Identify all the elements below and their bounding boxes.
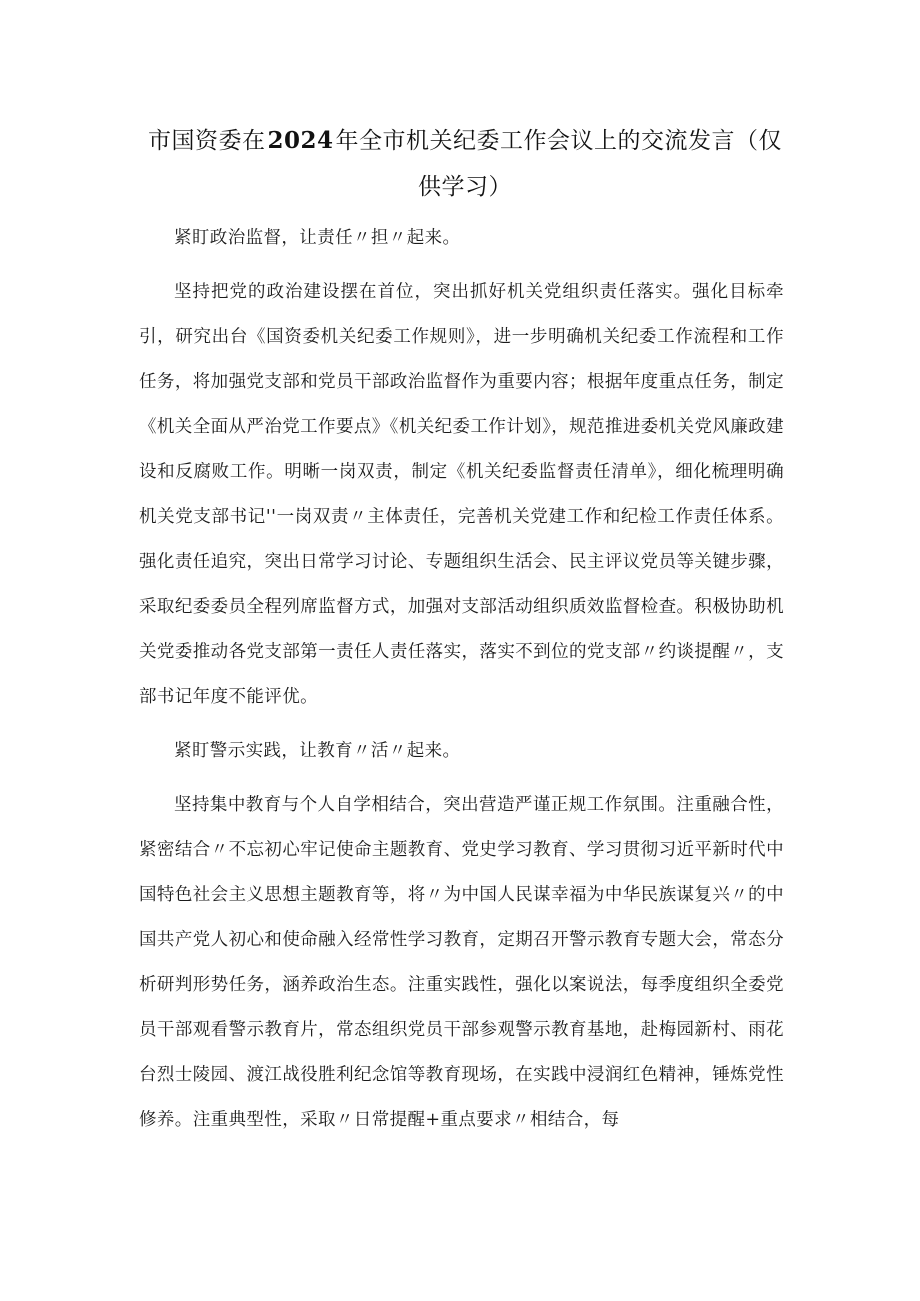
section-heading-1: 紧盯政治监督，让责任〃担〃起来。 bbox=[174, 228, 461, 248]
document-title bbox=[140, 118, 790, 210]
spacer bbox=[139, 720, 784, 729]
title-year: 2024 bbox=[267, 127, 334, 154]
title-part-2: 年全市机关纪委工作会议上的交流发言（仅供学习） bbox=[335, 128, 782, 200]
section-paragraph-1: 坚持把党的政治建设摆在首位，突出抓好机关党组织责任落实。强化目标牵引，研究出台《国资委机关纪委工作规则》，进一步明确机关纪委工作流程和工作任务，将加强党支部和党员干部政治监督作为重要内容；根据年度重点任务，制定《机关全面从严治党工作要点》《机关纪委工作计划》，规范推进委机关党风廉政建设和反腐败工作。明晰一岗双责，制定《机关纪委监督责任清单》，细化梳理明确机关党支部书记''一岗双责〃主体责任，完善机关党建工作和纪检工作责任体系。强化责任追究，突出日常学习讨论、专题组织生活会、民主评议党员等关键步骤，采取纪委委员全程列席监督方式，加强对支部活动组织质效监督检查。积极协助机关党委推动各党支部第一责任人责任落实，落实不到位的党支部〃约谈提醒〃，支部书记年度不能评优。 bbox=[139, 282, 784, 707]
spacer bbox=[139, 261, 784, 270]
title-part-1: 市国资委在 bbox=[147, 128, 266, 154]
spacer bbox=[139, 774, 784, 783]
section-heading-2: 紧盯警示实践，让教育〃活〃起来。 bbox=[174, 741, 461, 761]
section-paragraph-2: 坚持集中教育与个人自学相结合，突出营造严谨正规工作氛围。注重融合性，紧密结合〃不忘初心牢记使命主题教育、党史学习教育、学习贯彻习近平新时代中国特色社会主义思想主题教育等，将〃为中国人民谋幸福为中华民族谋复兴〃的中国共产党人初心和使命融入经常性学习教育，定期召开警示教育专题大会，常态分析研判形势任务，涵养政治生态。注重实践性，强化以案说法，每季度组织全委党员干部观看警示教育片，常态组织党员干部参观警示教育基地，赴梅园新村、雨花台烈士陵园、渡江战役胜利纪念馆等教育现场，在实践中浸润红色精神，锤炼党性修养。注重典型性，采取〃日常提醒+重点要求〃相结合，每 bbox=[139, 795, 784, 1130]
document-body bbox=[139, 216, 784, 1143]
